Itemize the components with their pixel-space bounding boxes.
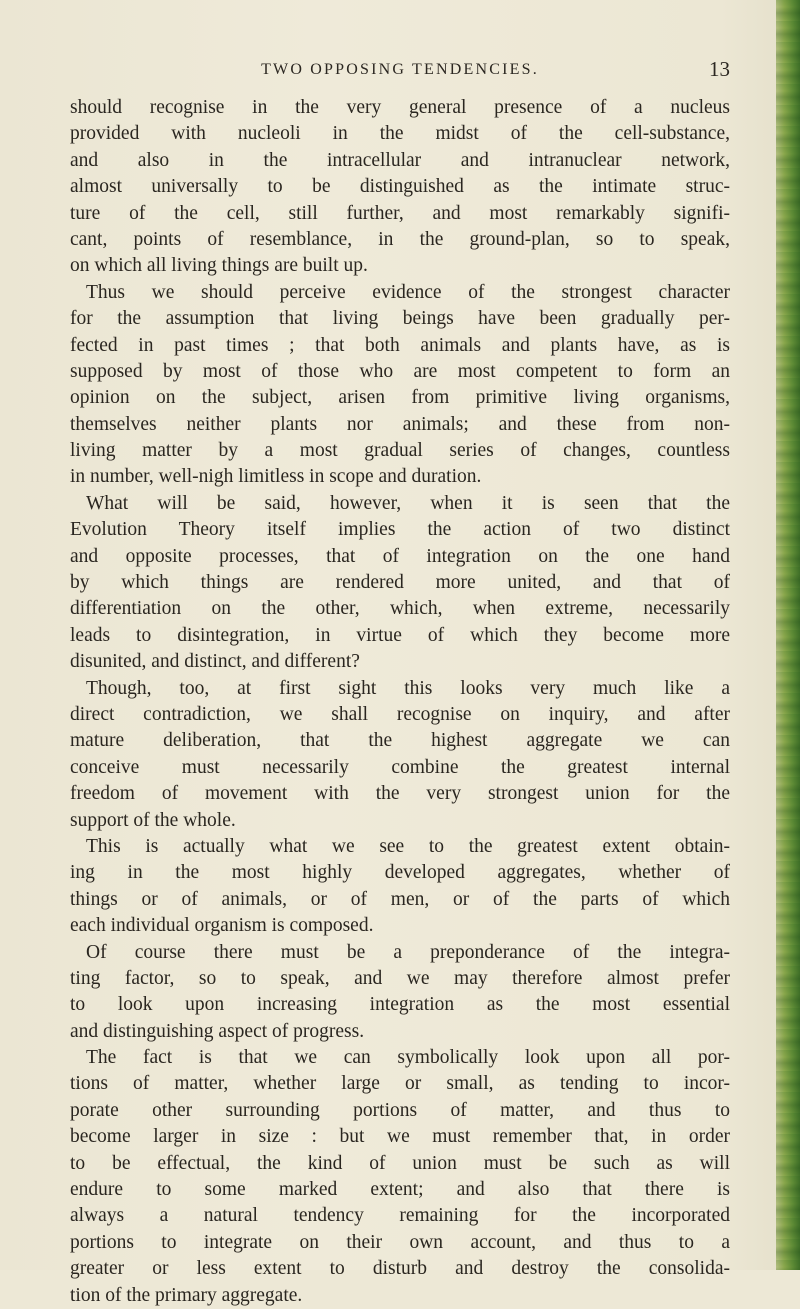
text-line: leads to disintegration, in virtue of which they become more — [70, 624, 730, 646]
text-line: tions of matter, whether large or small, as tending to incor- — [70, 1073, 730, 1095]
page-number: 13 — [709, 57, 730, 81]
text-line: to look upon increasing integration as the most essential — [70, 994, 730, 1016]
text-line: and distinguishing aspect of progress. — [70, 1020, 365, 1042]
text-line: become larger in size : but we must remember that, in order — [70, 1126, 730, 1148]
text-line: and opposite processes, that of integration on the one hand — [70, 545, 730, 567]
text-line: direct contradiction, we shall recognise on inquiry, and after — [70, 703, 730, 725]
text-line: in number, well-nigh limitless in scope and duration. — [70, 466, 482, 488]
text-line: The fact is that we can symbolically look upon all por- — [86, 1047, 730, 1069]
text-line: Thus we should perceive evidence of the strongest character — [86, 281, 730, 303]
text-line: cant, points of resemblance, in the ground-plan, so to speak, — [70, 228, 730, 250]
text-line: provided with nucleoli in the midst of the cell-substance, — [70, 123, 730, 145]
book-cover-edge — [776, 0, 800, 1270]
text-line: things or of animals, or of men, or of the parts of which — [70, 888, 730, 910]
text-line: fected in past times ; that both animals and plants have, as is — [70, 334, 730, 356]
text-line: themselves neither plants nor animals; and these from non- — [70, 413, 730, 435]
text-line: supposed by most of those who are most competent to form an — [70, 360, 730, 382]
text-line: endure to some marked extent; and also that there is — [70, 1179, 730, 1201]
text-line: tion of the primary aggregate. — [70, 1284, 303, 1306]
text-line: should recognise in the very general presence of a nucleus — [70, 97, 730, 118]
text-line: almost universally to be distinguished as the intimate struc- — [70, 176, 730, 198]
text-line: each individual organism is composed. — [70, 915, 374, 937]
text-line: ture of the cell, still further, and most remarkably signifi- — [70, 202, 730, 224]
text-line: always a natural tendency remaining for the incorporated — [70, 1205, 730, 1227]
text-line: for the assumption that living beings have been gradually per- — [70, 308, 730, 330]
text-line: on which all living things are built up. — [70, 255, 368, 277]
text-line: to be effectual, the kind of union must be such as will — [70, 1152, 730, 1174]
text-line: living matter by a most gradual series of changes, countless — [70, 440, 730, 462]
text-line: freedom of movement with the very strongest union for the — [70, 783, 730, 805]
text-line: support of the whole. — [70, 809, 236, 831]
text-line: This is actually what we see to the greatest extent obtain- — [86, 835, 730, 857]
text-line: differentiation on the other, which, when extreme, necessarily — [70, 598, 730, 620]
text-line: Of course there must be a preponderance of the integra- — [86, 941, 730, 963]
page-header — [70, 58, 730, 82]
text-line: ting factor, so to speak, and we may therefore almost prefer — [70, 967, 730, 989]
text-line: Though, too, at first sight this looks very much like a — [86, 677, 730, 699]
text-line: mature deliberation, that the highest aggregate we can — [70, 730, 730, 752]
text-line: porate other surrounding portions of matter, and thus to — [70, 1099, 730, 1121]
text-line: opinion on the subject, arisen from primitive living organisms, — [70, 387, 730, 409]
text-line: and also in the intracellular and intranuclear network, — [70, 149, 730, 171]
text-line: What will be said, however, when it is seen that the — [86, 492, 730, 514]
text-line: disunited, and distinct, and different? — [70, 651, 360, 673]
body-text — [70, 95, 730, 1309]
text-line: ing in the most highly developed aggregates, whether of — [70, 862, 730, 884]
text-line: by which things are rendered more united, and that of — [70, 572, 730, 594]
text-line: greater or less extent to disturb and destroy the consolida- — [70, 1258, 730, 1280]
running-head: TWO OPPOSING TENDENCIES. — [261, 61, 539, 78]
text-line: conceive must necessarily combine the greatest internal — [70, 756, 730, 778]
text-line: Evolution Theory itself implies the action of two distinct — [70, 519, 730, 541]
text-line: portions to integrate on their own account, and thus to a — [70, 1231, 730, 1253]
